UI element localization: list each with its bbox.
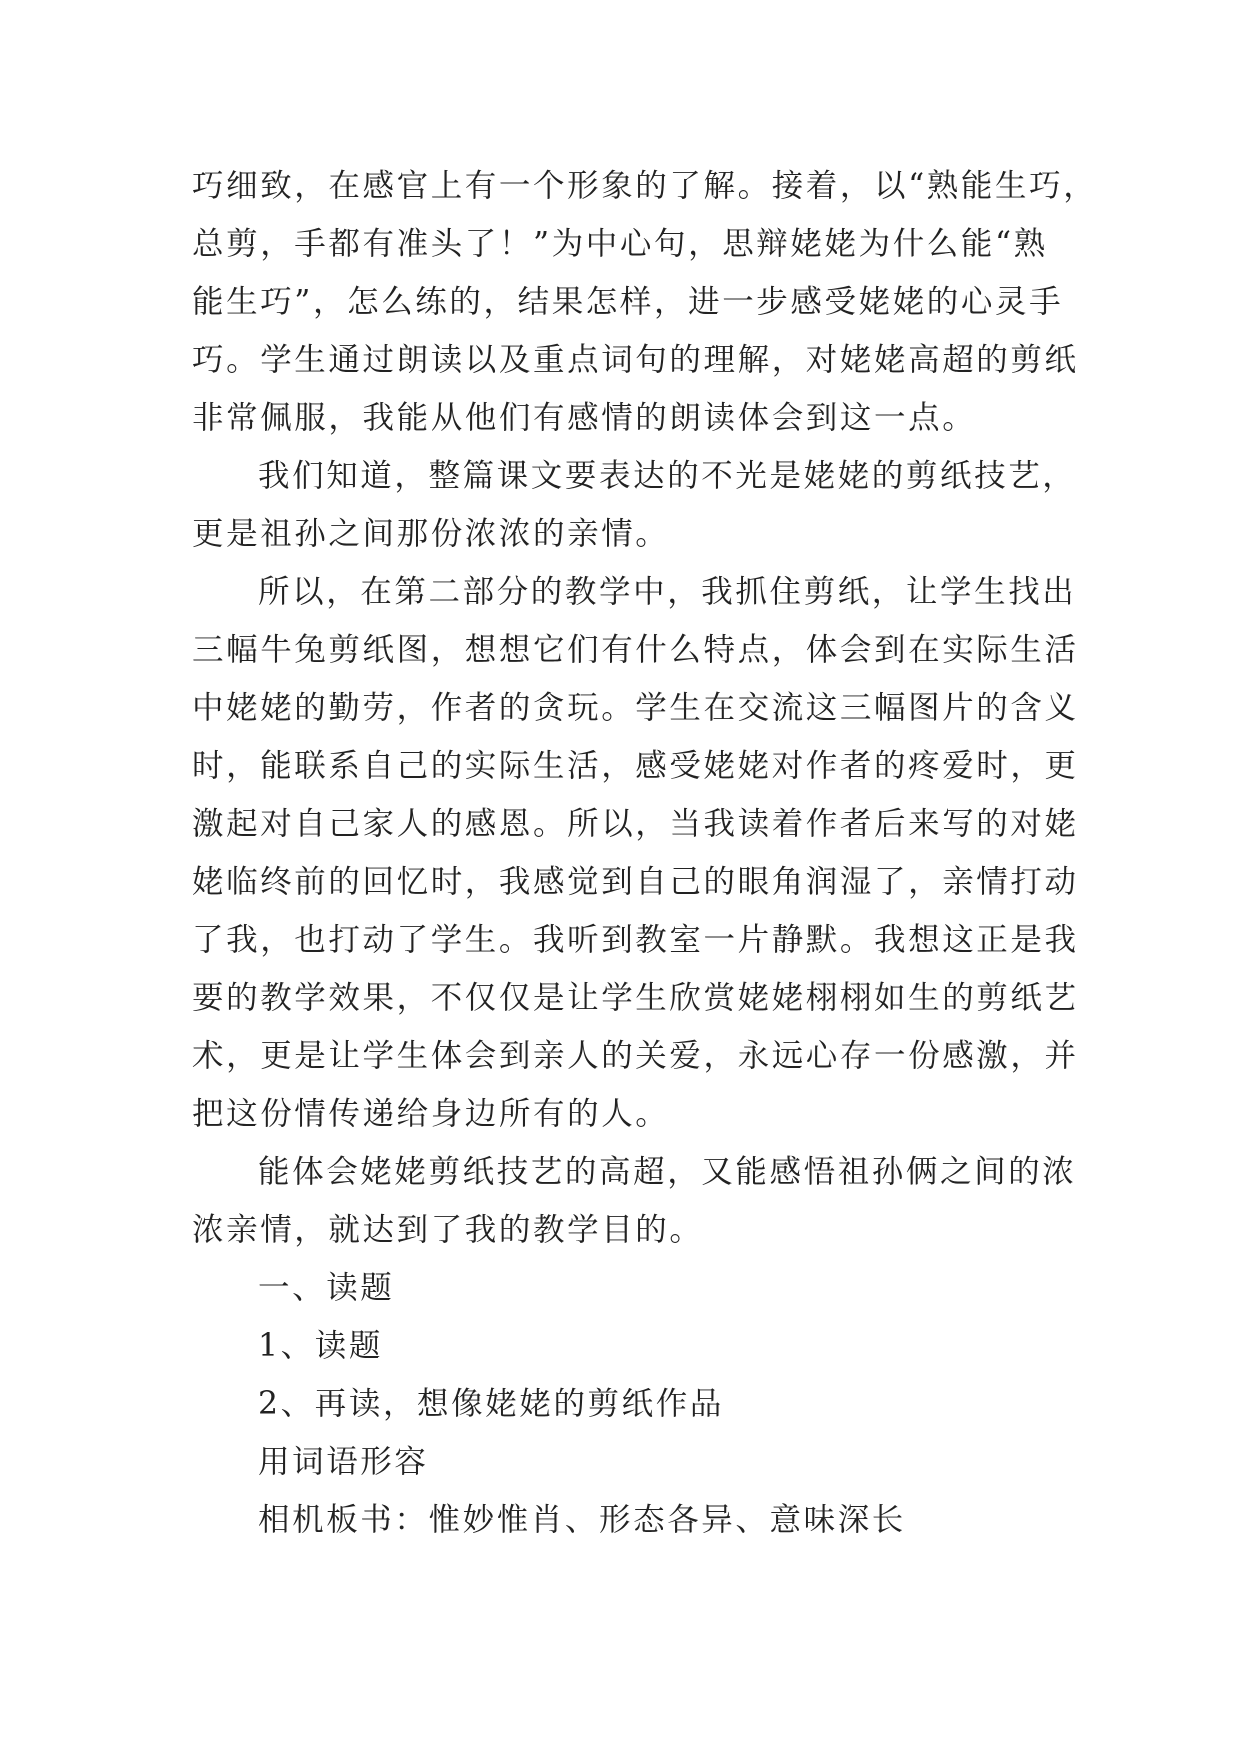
text-line: 三幅牛兔剪纸图，想想它们有什么特点，体会到在实际生活 [192,632,1079,668]
text-line: 要的教学效果，不仅仅是让学生欣赏姥姥栩栩如生的剪纸艺 [192,980,1079,1016]
text-line: 用词语形容 [258,1444,429,1480]
text-line: 中姥姥的勤劳，作者的贪玩。学生在交流这三幅图片的含义 [192,690,1079,726]
text-line: 把这份情传递给身边所有的人。 [192,1096,670,1132]
section-heading: 一、读题 [258,1270,395,1306]
text-line: 术，更是让学生体会到亲人的关爱，永远心存一份感激，并 [192,1038,1079,1074]
text-line: 我们知道，整篇课文要表达的不光是姥姥的剪纸技艺， [258,458,1077,494]
text-line: 时，能联系自己的实际生活，感受姥姥对作者的疼爱时，更 [192,748,1079,784]
list-item: 2、再读，想像姥姥的剪纸作品 [258,1386,724,1422]
text-line: 巧细致，在感官上有一个形象的了解。接着，以“熟能生巧， [192,168,1098,204]
text-line: 浓亲情，就达到了我的教学目的。 [192,1212,704,1248]
text-line: 激起对自己家人的感恩。所以，当我读着作者后来写的对姥 [192,806,1079,842]
text-line: 能生巧”，怎么练的，结果怎样，进一步感受姥姥的心灵手 [192,284,1064,320]
text-line: 更是祖孙之间那份浓浓的亲情。 [192,516,670,552]
text-line: 了我，也打动了学生。我听到教室一片静默。我想这正是我 [192,922,1079,958]
text-line: 姥临终前的回忆时，我感觉到自己的眼角润湿了，亲情打动 [192,864,1079,900]
text-line: 能体会姥姥剪纸技艺的高超，又能感悟祖孙俩之间的浓 [258,1154,1077,1190]
text-line: 巧。学生通过朗读以及重点词句的理解，对姥姥高超的剪纸 [192,342,1079,378]
text-line: 所以，在第二部分的教学中，我抓住剪纸，让学生找出 [258,574,1077,610]
document-body [192,157,1098,1549]
list-item: 1、读题 [258,1328,383,1364]
text-line: 总剪，手都有准头了！”为中心句，思辩姥姥为什么能“熟 [192,226,1048,262]
text-line: 相机板书：惟妙惟肖、形态各异、意味深长 [258,1502,906,1538]
text-line: 非常佩服，我能从他们有感情的朗读体会到这一点。 [192,400,977,436]
